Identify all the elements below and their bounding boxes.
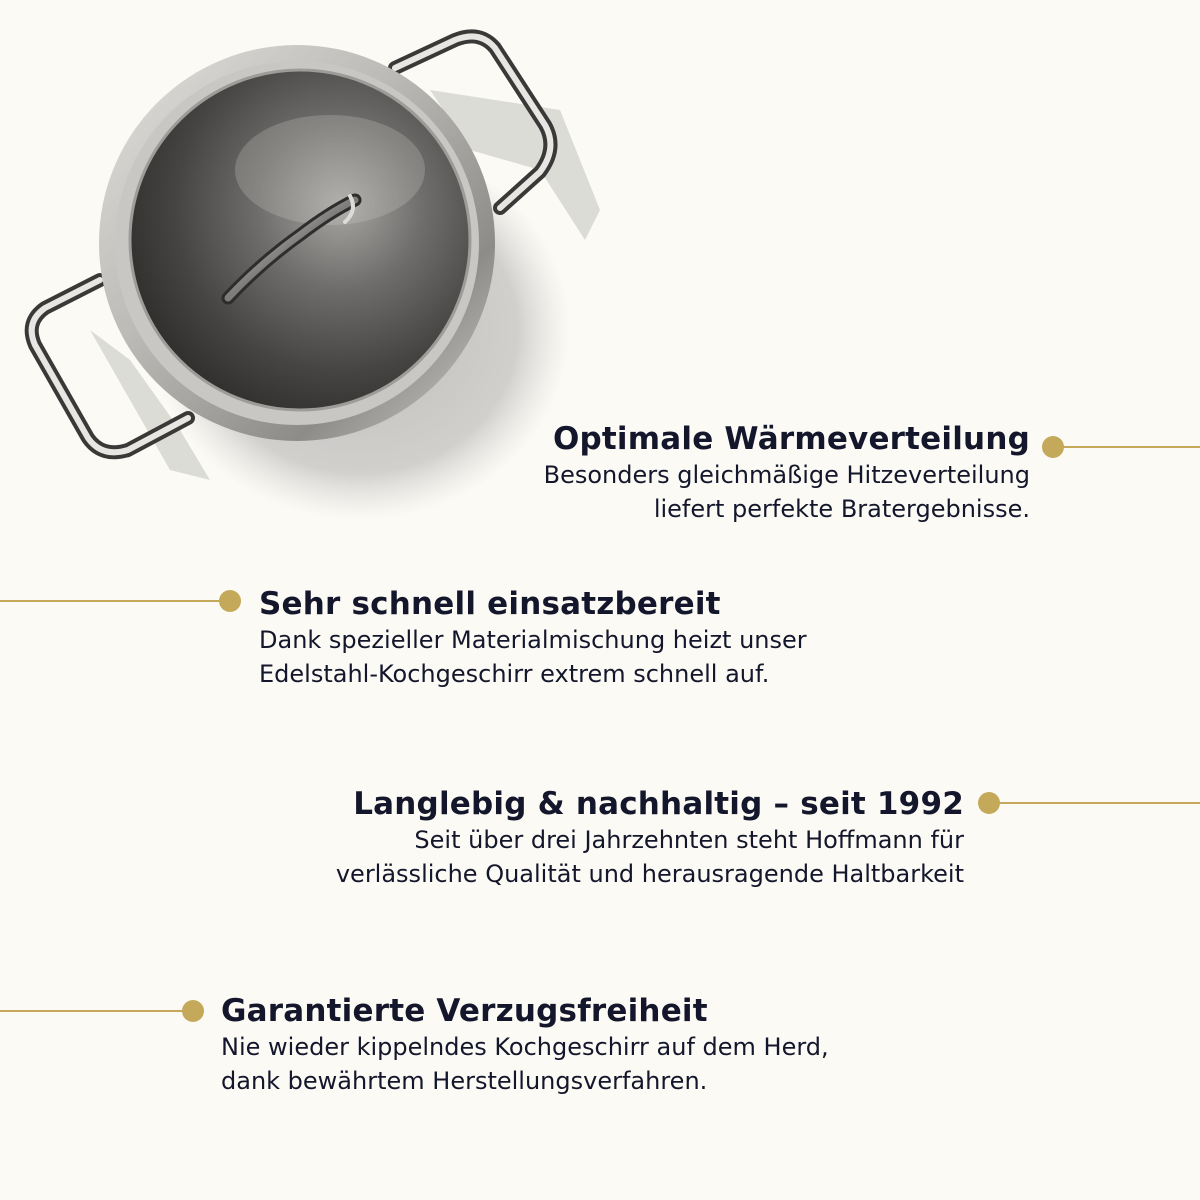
feature-title: Langlebig & nachhaltig – seit 1992 <box>353 786 964 822</box>
feature-heat-distribution <box>544 420 1030 526</box>
feature-description-line: Dank spezieller Materialmischung heizt unser <box>259 626 807 654</box>
feature-quick-ready <box>259 585 807 691</box>
pot-image <box>0 0 620 540</box>
bullet-dot-1 <box>1042 436 1064 458</box>
feature-title: Optimale Wärmeverteilung <box>552 421 1030 457</box>
feature-warp-free <box>221 992 829 1098</box>
feature-description-line: Nie wieder kippelndes Kochgeschirr auf dem Herd, <box>221 1033 829 1061</box>
connector-line-1 <box>1063 446 1200 448</box>
bullet-dot-3 <box>978 792 1000 814</box>
feature-description-line: Edelstahl-Kochgeschirr extrem schnell auf. <box>259 660 770 688</box>
feature-durable-sustainable <box>336 785 964 891</box>
feature-title: Sehr schnell einsatzbereit <box>259 586 721 622</box>
feature-description-line: dank bewährtem Herstellungsverfahren. <box>221 1067 708 1095</box>
connector-line-3 <box>1000 802 1200 804</box>
feature-description-line: verlässliche Qualität und herausragende Haltbarkeit <box>335 860 964 888</box>
bullet-dot-2 <box>219 590 241 612</box>
bullet-dot-4 <box>182 1000 204 1022</box>
connector-line-4 <box>0 1010 184 1012</box>
feature-description-line: Seit über drei Jahrzehnten steht Hoffmann für <box>414 826 964 854</box>
connector-line-2 <box>0 600 222 602</box>
feature-description-line: liefert perfekte Bratergebnisse. <box>653 495 1030 523</box>
feature-title: Garantierte Verzugsfreiheit <box>221 993 708 1029</box>
feature-description-line: Besonders gleichmäßige Hitzeverteilung <box>543 461 1030 489</box>
